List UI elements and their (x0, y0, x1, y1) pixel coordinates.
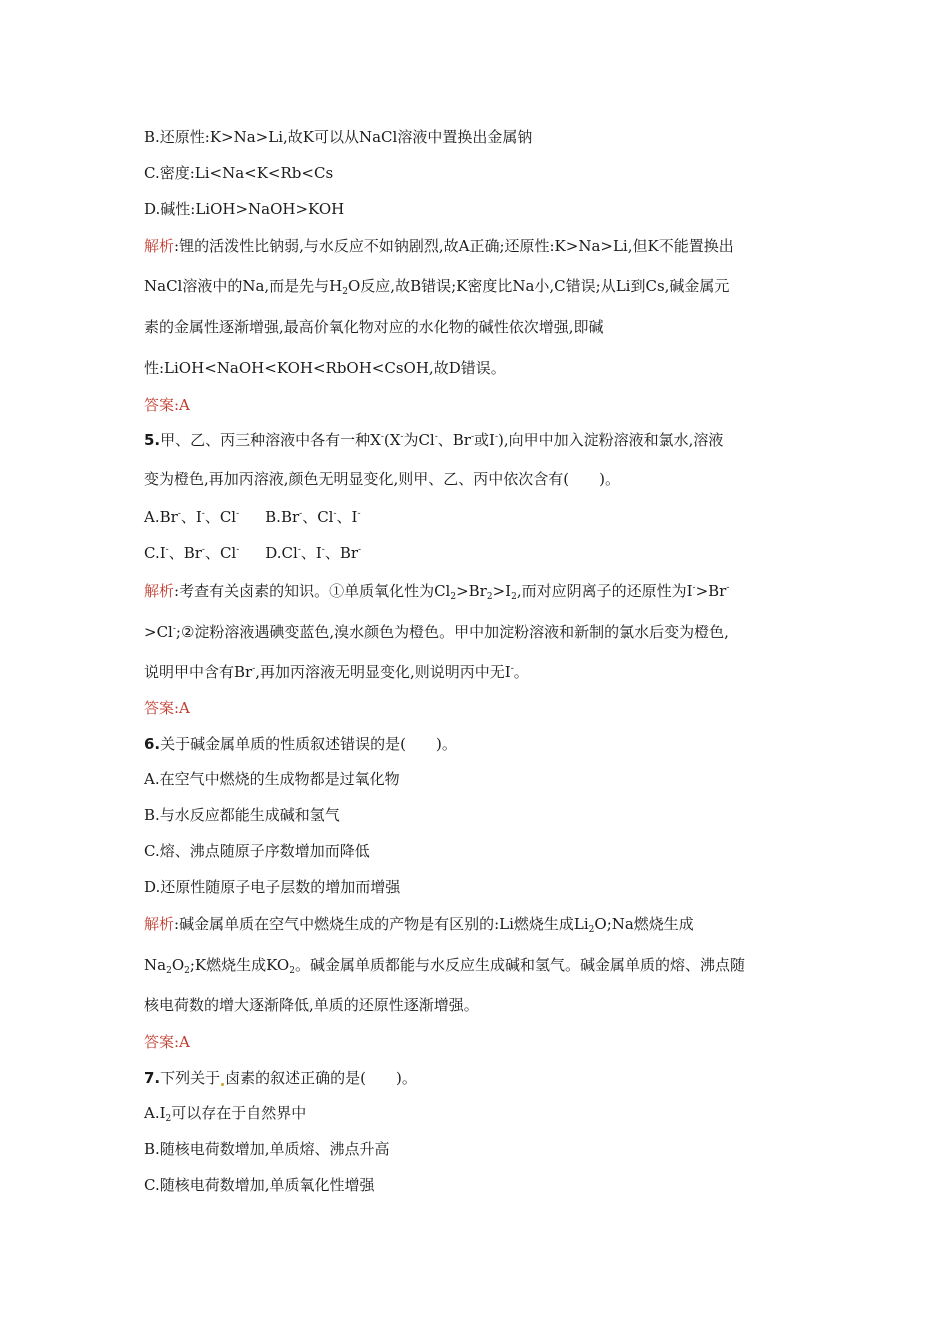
q5-options-cd (144, 542, 814, 564)
q4-option-b: B.还原性:K>Na>Li,故K可以从NaCl溶液中置换出金属钠 (144, 128, 533, 146)
q6-answer: 答案:A (144, 1033, 190, 1051)
analysis-label: 解析 (144, 582, 175, 600)
q5-option-d: D.Cl-、I-、Br- (265, 544, 362, 562)
q6-option-d: D.还原性随原子电子层数的增加而增强 (144, 878, 401, 896)
q5-option-c: C.I-、Br-、Cl- (144, 544, 240, 562)
q4-option-c: C.密度:Li<Na<K<Rb<Cs (144, 164, 334, 182)
q4-answer: 答案:A (144, 396, 190, 414)
q7-option-b: B.随核电荷数增加,单质熔、沸点升高 (144, 1140, 390, 1158)
q6-option-c: C.熔、沸点随原子序数增加而降低 (144, 842, 370, 860)
q4-analysis-line-4: 性:LiOH<NaOH<KOH<RbOH<CsOH,故D错误。 (144, 359, 506, 377)
q6-analysis-line-1: 解析:碱金属单质在空气中燃烧生成的产物是有区别的:Li燃烧生成$Li_2O;Na$燃烧生成 (144, 915, 694, 935)
question-number: 5. (144, 431, 161, 449)
q5-analysis-line-1: 解析:考查有关卤素的知识。①单质氧化性为$Cl_2>Br_2>I_2$,而对应阴离子的还原性为I->Br- (144, 582, 730, 602)
q5-analysis-line-3: 说明甲中含有Br-,再加丙溶液无明显变化,则说明丙中无I-。 (144, 663, 529, 681)
q4-analysis-line-3: 素的金属性逐渐增强,最高价氧化物对应的水化物的碱性依次增强,即碱 (144, 318, 604, 336)
q4-option-d: D.碱性:LiOH>NaOH>KOH (144, 200, 345, 218)
q5-option-b: B.Br-、Cl-、I- (265, 508, 361, 526)
q5-stem-line-1: 5.甲、乙、丙三种溶液中各有一种X-(X-为Cl-、Br-或I-),向甲中加入淀粉溶液和氯水,溶液 (144, 431, 724, 449)
q6-option-a: A.在空气中燃烧的生成物都是过氧化物 (144, 770, 400, 788)
q5-options-ab (144, 506, 814, 528)
q7-stem: 7.下列关于 卤素的叙述正确的是( )。 (144, 1069, 417, 1087)
analysis-label: 解析 (144, 237, 175, 255)
dot-mark-icon (221, 1083, 224, 1086)
q5-option-a: A.Br-、I-、Cl- (144, 508, 240, 526)
q4-analysis-line-2: NaCl溶液中的Na,而是先与$H_2O$反应,故B错误;K密度比Na小,C错误;从Li到Cs,碱金属元 (144, 277, 730, 297)
q6-stem: 6.关于碱金属单质的性质叙述错误的是( )。 (144, 735, 457, 753)
q5-analysis-line-2: >Cl-;②淀粉溶液遇碘变蓝色,溴水颜色为橙色。甲中加淀粉溶液和新制的氯水后变为橙色, (144, 623, 729, 641)
question-number: 7. (144, 1069, 161, 1087)
q6-option-b: B.与水反应都能生成碱和氢气 (144, 806, 340, 824)
q7-option-c: C.随核电荷数增加,单质氧化性增强 (144, 1176, 375, 1194)
q6-analysis-line-2: $Na_2O_2;K$燃烧生成$KO_2$。碱金属单质都能与水反应生成碱和氢气。碱金属单质的熔、沸点随 (144, 956, 745, 976)
analysis-label: 解析 (144, 915, 175, 933)
q5-stem-line-2: 变为橙色,再加丙溶液,颜色无明显变化,则甲、乙、丙中依次含有( )。 (144, 470, 621, 488)
question-number: 6. (144, 735, 161, 753)
q7-option-a: $A.I_2$可以存在于自然界中 (144, 1104, 307, 1124)
q6-analysis-line-3: 核电荷数的增大逐渐降低,单质的还原性逐渐增强。 (144, 996, 479, 1014)
q4-analysis-line-1: 解析:锂的活泼性比钠弱,与水反应不如钠剧烈,故A正确;还原性:K>Na>Li,但K不能置换出 (144, 237, 734, 255)
q5-answer: 答案:A (144, 699, 190, 717)
